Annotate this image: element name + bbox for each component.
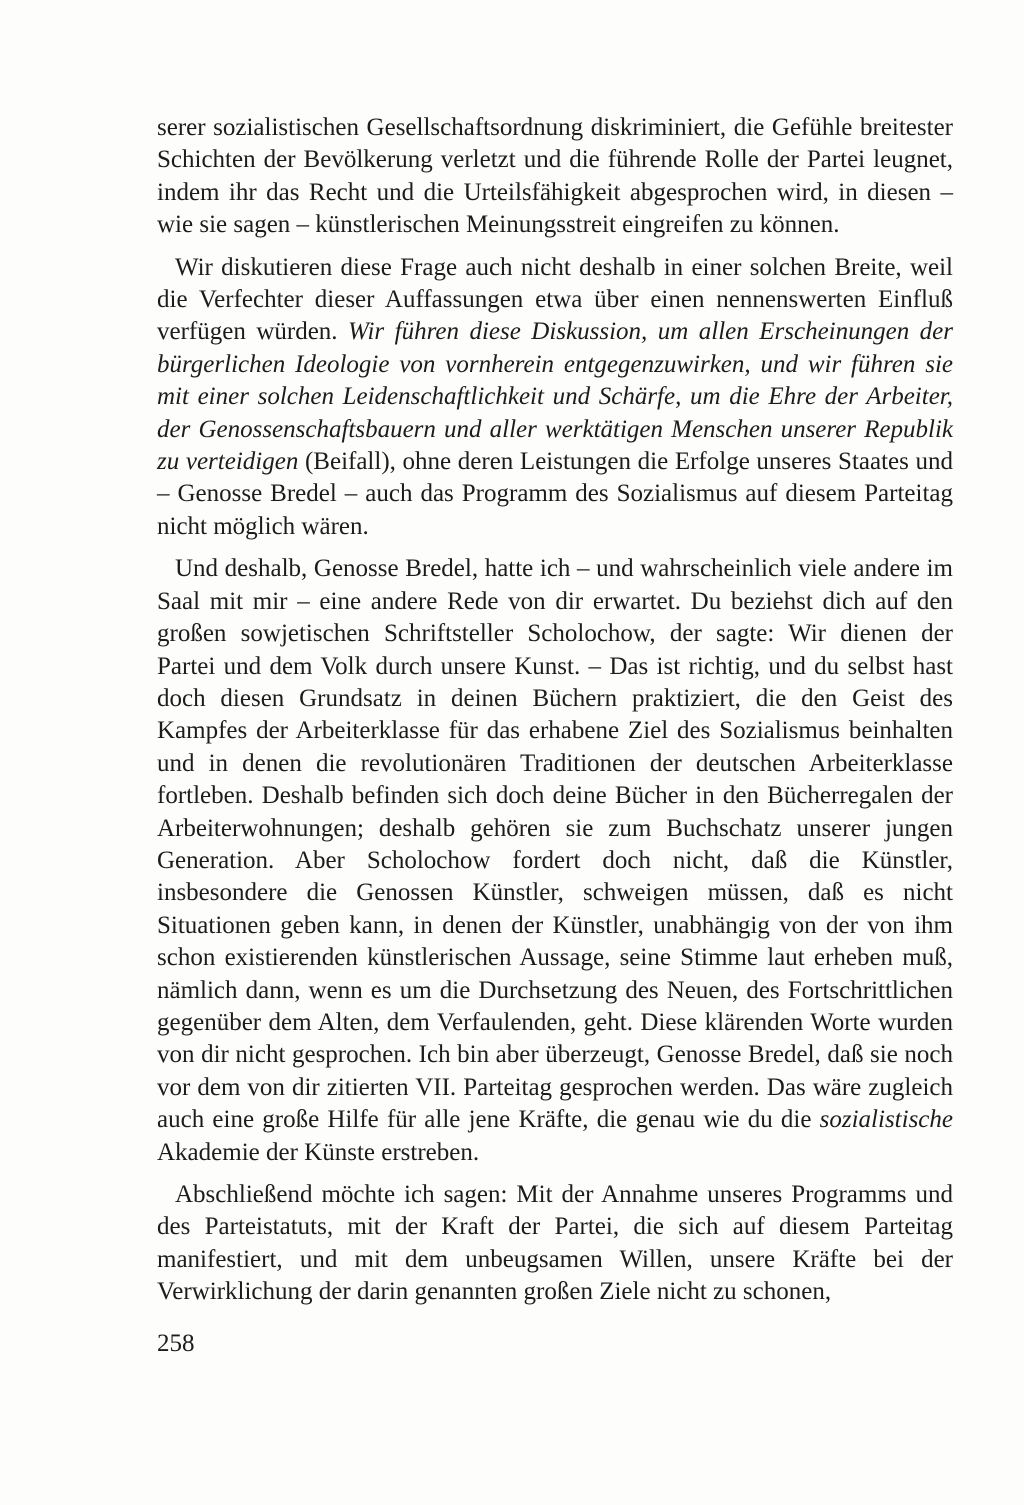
paragraph-3-run-1: Und deshalb, Genosse Bredel, hatte ich – und wahrscheinlich viele andere im Saal mit mir – eine andere Rede von dir erwartet. Du beziehst dich auf den großen sowjetischen Schriftsteller Scholochow, der sagte: Wir dienen der Partei und dem Volk durch unsere Kunst. – Das ist richtig, und du selbst hast doch diesen Grundsatz in deinen Büchern praktiziert, die den Geist des Kampfes der Arbeiterklasse für das erhabene Ziel des Sozialismus beinhalten und in denen die revolutionären Traditionen der deutschen Arbeiterklasse fortleben. Deshalb befinden sich doch deine Bücher in den Bücherregalen der Arbeiterwohnungen; deshalb gehören sie zum Buchschatz unserer jungen Generation. Aber Scholochow fordert doch nicht, daß die Künstler, insbesondere die Genossen Künstler, schweigen müssen, daß es nicht Situationen geben kann, in denen der Künstler, unabhängig von der von ihm schon existierenden künstlerischen Aussage, seine Stimme laut erheben muß, nämlich dann, wenn es um die Durchsetzung des Neuen, des Fortschrittlichen gegenüber dem Alten, dem Verfaulenden, geht. Diese klärenden Worte wurden von dir nicht gesprochen. Ich bin aber überzeugt, Genosse Bredel, daß sie noch vor dem von dir zitierten VII. Parteitag gesprochen werden. Das wäre zugleich auch eine große Hilfe für alle jene Kräfte, die genau wie du die	[157, 555, 953, 1134]
paragraph-3	[157, 553, 953, 1169]
paragraph-2-run-1: Wir diskutieren diese Frage auch nicht deshalb in einer solchen Breite, weil die Verfechter dieser Auffassungen etwa über einen nennenswerten Einfluß verfügen würden.	[157, 253, 953, 346]
paragraph-3-run-3: Akademie der Künste erstreben.	[157, 1138, 480, 1166]
paragraph-2-emphasis: Wir führen diese Diskussion, um allen Erscheinungen der bürgerlichen Ideologie von vornherein entgegenzuwirken, und wir führen sie mit einer solchen Leidenschaftlichkeit und Schärfe, um die Ehre der Arbeiter, der Genossenschaftsbauern und aller werktätigen Menschen unserer Republik zu verteidigen	[157, 318, 954, 476]
paragraph-4-run-1: Abschließend möchte ich sagen: Mit der Annahme unseres Programms und des Parteistatuts, mit der Kraft der Partei, die sich auf diesem Parteitag manifestiert, und mit dem unbeugsamen Willen, unsere Kräfte bei der Verwirklichung der darin genannten großen Ziele nicht zu schonen,	[157, 1181, 953, 1306]
paragraph-1-run-1: serer sozialistischen Gesellschaftsordnung diskriminiert, die Gefühle breitester Schichten der Bevölkerung verletzt und die führende Rolle der Partei leugnet, indem ihr das Recht und die Urteilsfähigkeit abgesprochen wird, in diesen – wie sie sagen – künstlerischen Meinungsstreit eingreifen zu können.	[157, 114, 953, 239]
paragraph-2	[157, 252, 953, 544]
paragraph-2-run-3: (Beifall), ohne deren Leistungen die Erfolge unseres Staates und – Genosse Bredel – auch das Programm des Sozialismus auf diesem Parteitag nicht möglich wären.	[157, 448, 954, 540]
body-text	[157, 112, 953, 1319]
page-number: 258	[157, 1330, 195, 1357]
paragraph-4	[157, 1179, 953, 1309]
paragraph-1	[157, 112, 953, 242]
paragraph-3-emphasis: sozialistische	[819, 1106, 953, 1134]
